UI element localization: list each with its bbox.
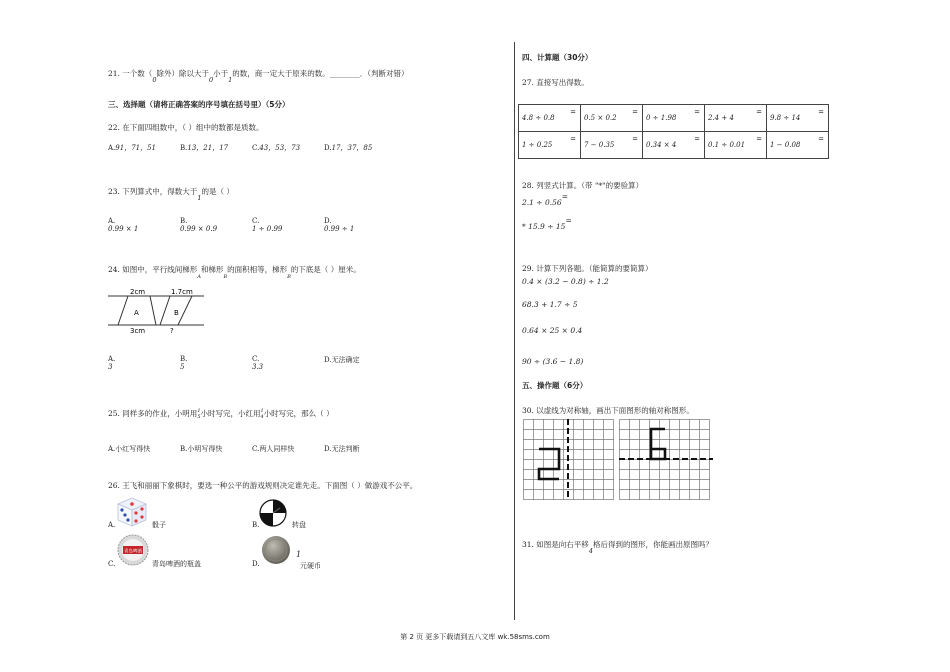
q22-option-a[interactable]: A.91，71，51	[108, 144, 157, 152]
q26-option-a-label[interactable]: A.	[108, 521, 116, 529]
fig-label-2cm: 2cm	[130, 288, 146, 296]
q29-item-1[interactable]: 0.4 × (3.2 − 0.8) ÷ 1.2	[522, 277, 609, 286]
q25-option-d[interactable]: D.无法判断	[324, 445, 360, 453]
q24-option-a[interactable]: A. 3	[108, 355, 116, 371]
q22-option-c[interactable]: C.43，53，73	[252, 144, 301, 152]
q29-item-2[interactable]: 68.3 + 1.7 ÷ 5	[522, 300, 578, 309]
calc-cell[interactable]: 7 − 0.35 =	[581, 132, 643, 159]
q28-item-b[interactable]: * 15.9 ÷ 15=	[522, 216, 572, 231]
coin-icon[interactable]	[260, 534, 292, 566]
fig-label-1-7cm: 1.7cm	[171, 288, 193, 296]
q26-option-b-label[interactable]: B.	[252, 521, 260, 529]
calc-cell[interactable]: 1 − 0.08 =	[767, 132, 829, 159]
grid-figure-1[interactable]	[523, 419, 615, 501]
q26-option-d-label[interactable]: D.	[252, 560, 260, 568]
q23-text: 23. 下列算式中，得数大于1的是（ ）	[108, 187, 234, 202]
calc-cell[interactable]: 0.1 ÷ 0.01 =	[705, 132, 767, 159]
section3-heading: 三、选择题（请将正确答案的序号填在括号里）（5分）	[108, 100, 290, 109]
calc-cell[interactable]: 0.34 × 4 =	[643, 132, 705, 159]
q24-option-d[interactable]: D.无法确定	[324, 356, 360, 364]
dice-icon[interactable]	[114, 494, 150, 530]
fig-label-a: A	[134, 309, 139, 317]
q24-option-c[interactable]: C. 3.3	[252, 355, 264, 371]
q29-item-3[interactable]: 0.64 × 25 × 0.4	[522, 326, 583, 335]
q23-option-d[interactable]: D. 0.99 ÷ 1	[324, 217, 355, 233]
calc-cell[interactable]: 2.4 + 4 =	[705, 105, 767, 132]
q23-option-b[interactable]: B. 0.99 × 0.9	[180, 217, 218, 233]
q26-option-b-text: 转盘	[292, 521, 306, 529]
fig-label-b: B	[174, 309, 179, 317]
table-row	[519, 105, 829, 132]
spinner-icon[interactable]	[258, 498, 288, 528]
page-footer: 第 2 页 更多下载请到五八文库 wk.58sms.com	[400, 633, 550, 641]
cap-brand-text: 青岛啤酒	[124, 549, 142, 555]
q28-text: 28. 列竖式计算。（带 "*"的要验算）	[522, 181, 644, 190]
fig-label-3cm: 3cm	[130, 327, 146, 335]
table-row	[519, 132, 829, 159]
q26-text: 26. 王飞和丽丽下象棋时，要选一种公平的游戏规则决定谁先走。下面图（ ）做游戏不公平。	[108, 481, 418, 490]
calc-cell[interactable]: 1 ÷ 0.25 =	[519, 132, 581, 159]
q25-text: 25. 同样多的作业，小明用1 5小时写完，小红用1 4小时写完，那么（ ）	[108, 408, 334, 420]
q25-option-b[interactable]: B.小明写得快	[180, 445, 223, 453]
q28-item-a[interactable]: 2.1 ÷ 0.56=	[522, 192, 568, 207]
q29-text: 29. 计算下列各题。（能简算的要简算）	[522, 264, 653, 273]
column-divider	[514, 42, 515, 620]
calc-cell[interactable]: 0.5 × 0.2 =	[581, 105, 643, 132]
q31-text: 31. 如图是向右平移4格后得到的图形，你能画出原图吗？	[522, 540, 713, 555]
q24-text: 24. 如图中，平行线间梯形$_A$和梯形$_B$的面积相等，梯形$_B$的下底是（ ）厘米。	[108, 265, 361, 280]
trapezoid-figure	[108, 286, 208, 336]
q23-option-c[interactable]: C. 1 ÷ 0.99	[252, 217, 283, 233]
q26-option-c-label[interactable]: C.	[108, 560, 116, 568]
q27-text: 27. 直接写出得数。	[522, 78, 589, 87]
calc-cell[interactable]: 0 ÷ 1.98 =	[643, 105, 705, 132]
q23-option-a[interactable]: A. 0.99 × 1	[108, 217, 139, 233]
q26-option-d-text: 元硬币	[300, 562, 321, 570]
q29-item-4[interactable]: 90 ÷ (3.6 − 1.8)	[522, 357, 584, 366]
q22-option-b[interactable]: B.13，21，17	[180, 144, 229, 152]
q25-option-a[interactable]: A.小红写得快	[108, 445, 151, 453]
fig-label-question: ?	[170, 327, 174, 335]
q26-option-a-text: 骰子	[152, 521, 166, 529]
calc-cell[interactable]: 4.8 ÷ 0.8 =	[519, 105, 581, 132]
q30-text: 30. 以虚线为对称轴，画出下面图形的轴对称图形。	[522, 406, 694, 415]
section5-heading: 五、操作题（6分）	[522, 381, 588, 390]
q26-option-d-one: 1	[296, 550, 302, 559]
section4-heading: 四、计算题（30分）	[522, 53, 593, 62]
q26-option-c-text: 青岛啤酒的瓶盖	[152, 560, 201, 568]
q24-option-b[interactable]: B. 5	[180, 355, 188, 371]
q21-text: 21. 一个数（0除外）除以大于0小于1的数，商一定大于原来的数。________．（判断对错）	[108, 69, 409, 84]
calc-cell[interactable]: 9.8 ÷ 14 =	[767, 105, 829, 132]
q25-option-c[interactable]: C.两人同样快	[252, 445, 295, 453]
q22-text: 22. 在下面四组数中，（ ）组中的数都是质数。	[108, 123, 264, 132]
grid-figure-2[interactable]	[619, 419, 713, 501]
calc-table	[518, 104, 829, 159]
q22-option-d[interactable]: D.17，37，85	[324, 144, 373, 152]
bottle-cap-icon[interactable]	[117, 534, 149, 566]
